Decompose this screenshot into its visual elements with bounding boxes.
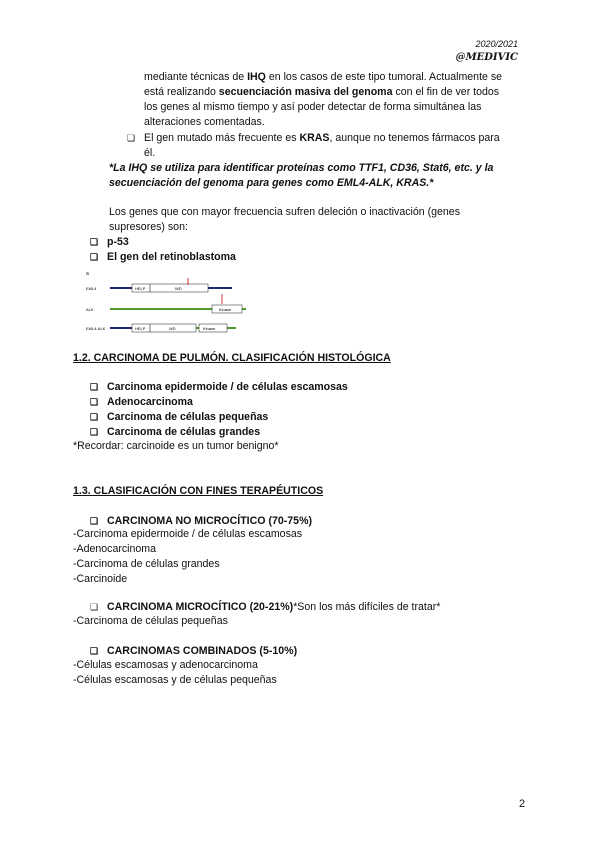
wd-label-1: WD (175, 286, 182, 291)
gene-fusion-diagram (86, 268, 256, 336)
list-item: -Células escamosas y adenocarcinoma (73, 659, 258, 671)
row3-label: EML4-ALK (86, 326, 106, 331)
panel-label: a (86, 271, 89, 277)
checkbox-bullet-icon: ❏ (90, 382, 99, 392)
intro-line-4: alteraciones comentadas. (144, 116, 265, 128)
intro-line-3: los genes al mismo tiempo y así poder detectar de forma simultánea las (144, 101, 482, 113)
checkbox-bullet-icon: ❏ (90, 412, 99, 422)
group3-heading: ❏ CARCINOMAS COMBINADOS (5-10%) (90, 645, 298, 657)
row2-label: ALK (86, 307, 94, 312)
carcinoide-reminder: *Recordar: carcinoide es un tumor benigno* (73, 440, 279, 452)
list-item: ❏ Adenocarcinoma (90, 396, 193, 408)
row1-label: EML4 (86, 286, 97, 291)
list-item: ❏ p-53 (90, 236, 129, 248)
checkbox-bullet-icon: ❏ (90, 397, 99, 407)
list-item: ❏ Carcinoma epidermoide / de células escamosas (90, 381, 348, 393)
checkbox-bullet-icon: ❏ (90, 516, 99, 526)
list-item: ❏ Carcinoma de células pequeñas (90, 411, 269, 423)
list-item: ❏ El gen del retinoblastoma (90, 251, 236, 263)
kras-bullet: ❏ El gen mutado más frecuente es KRAS, aunque no tenemos fármacos para él. (127, 132, 500, 159)
intro-line-1: mediante técnicas de IHQ en los casos de este tipo tumoral. Actualmente se (144, 71, 503, 83)
header-logo: @MEDIVIC (455, 52, 518, 63)
kinase-label-1: Kinase (219, 307, 232, 312)
kinase-label-2: Kinase (203, 326, 216, 331)
page-number: 2 (519, 798, 526, 810)
intro-line-2: está realizando secuenciación masiva del genoma con el fin de ver todos (144, 86, 500, 98)
help-label-2: HELP (135, 326, 146, 331)
list-item: -Carcinoma de células grandes (73, 558, 220, 570)
checkbox-bullet-icon: ❏ (90, 427, 99, 437)
group2-heading: ❏ CARCINOMA MICROCÍTICO (20-21%) *Son los más difíciles de tratar* (90, 601, 441, 613)
checkbox-bullet-icon: ❏ (90, 602, 99, 612)
list-item: -Carcinoma de células pequeñas (73, 615, 228, 627)
checkbox-bullet-icon: ❏ (127, 133, 136, 143)
group2-list (73, 614, 228, 629)
section-12-title: 1.2. CARCINOMA DE PULMÓN. CLASIFICACIÓN HISTOLÓGICA (73, 352, 391, 364)
header-year: 2020/2021 (475, 39, 518, 49)
list-item: -Células escamosas y de células pequeñas (73, 674, 277, 686)
list-item: ❏ Carcinoma de células grandes (90, 426, 261, 438)
eml4-alk-figure (86, 268, 256, 336)
group1-list (73, 527, 302, 587)
section-13-title: 1.3. CLASIFICACIÓN CON FINES TERAPÉUTICOS (73, 485, 324, 497)
intro-paragraph (144, 70, 528, 130)
list-item: -Carcinoma epidermoide / de células escamosas (73, 528, 303, 540)
ihq-note: *La IHQ se utiliza para identificar proteínas como TTF1, CD36, Stat6, etc. y la secuenciación del genoma para genes como EML4-ALK, KRAS.* (109, 162, 494, 189)
supresor-list (90, 235, 236, 265)
checkbox-bullet-icon: ❏ (90, 237, 99, 247)
checkbox-bullet-icon: ❏ (90, 646, 99, 656)
supresores-paragraph: Los genes que con mayor frecuencia sufren deleción o inactivación (genes supresores) son: (109, 206, 460, 233)
histology-list (90, 380, 348, 440)
checkbox-bullet-icon: ❏ (90, 252, 99, 262)
list-item: -Adenocarcinoma (73, 543, 157, 555)
group3-list (73, 658, 277, 688)
wd-label-2: WD (169, 326, 176, 331)
list-item: -Carcinoide (73, 573, 128, 585)
group1-heading: ❏ CARCINOMA NO MICROCÍTICO (70-75%) (90, 515, 313, 527)
help-label-1: HELP (135, 286, 146, 291)
